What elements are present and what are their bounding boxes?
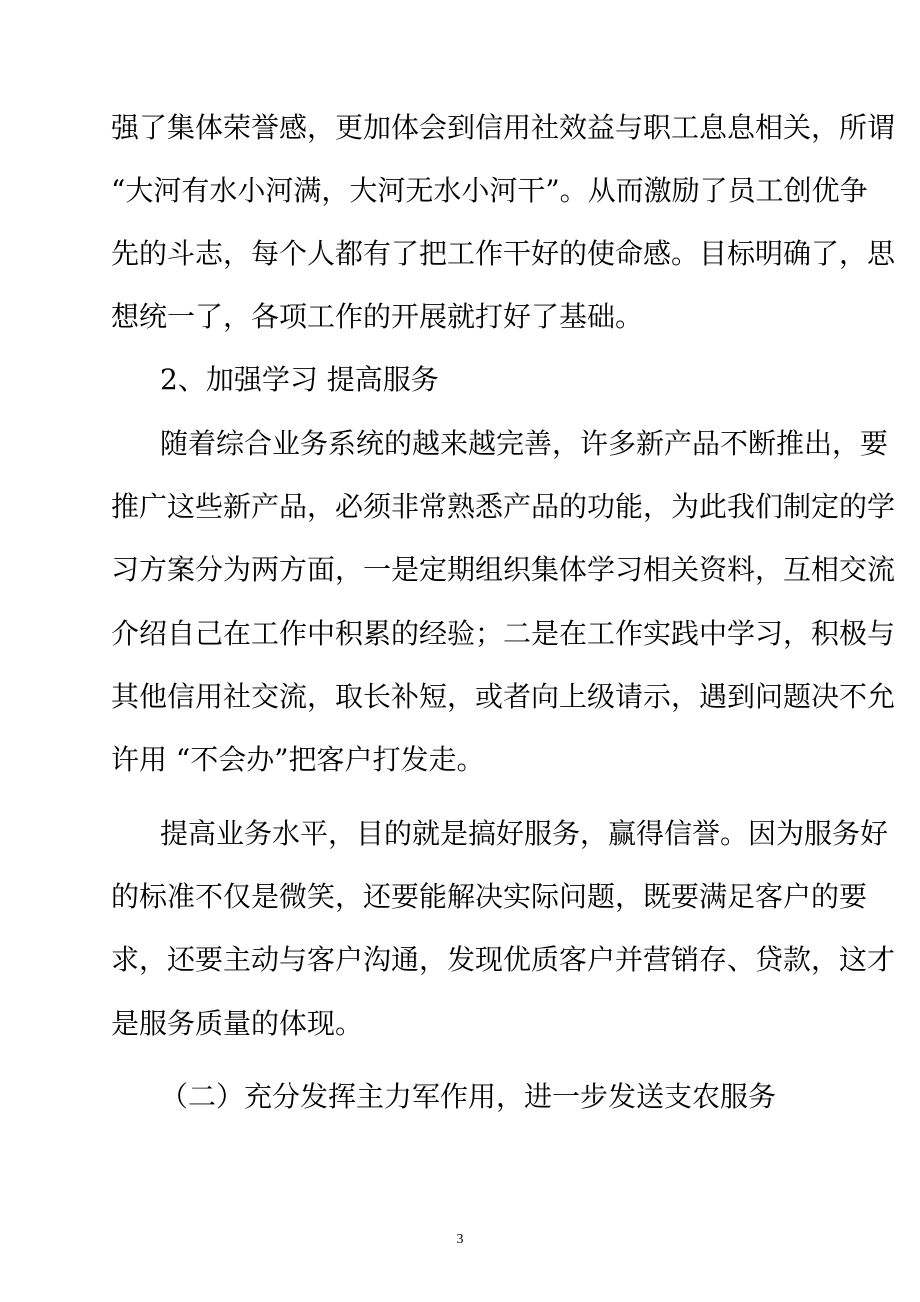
paragraph-line: 强了集体荣誉感，更加体会到信用社效益与职工息息相关，所谓 [111,111,896,144]
paragraph-line: 推广这些新产品，必须非常熟悉产品的功能，为此我们制定的学 [111,490,896,523]
section-heading: （二）充分发挥主力军作用，进一步发送支农服务 [160,1080,777,1113]
paragraph-line: 的标准不仅是微笑，还要能解决实际问题，既要满足客户的要 [111,880,868,913]
paragraph-line: 介绍自己在工作中积累的经验；二是在工作实践中学习，积极与 [111,617,896,650]
section-heading: 2、加强学习 提高服务 [160,363,439,396]
paragraph-line: 是服务质量的体现。 [111,1007,364,1040]
paragraph-line: “大河有水小河满，大河无水小河干”。从而激励了员工创优争 [111,174,868,207]
paragraph-line: 随着综合业务系统的越来越完善，许多新产品不断推出，要 [160,427,889,460]
paragraph-line: 想统一了，各项工作的开展就打好了基础。 [111,300,644,333]
page-number: 3 [456,1232,464,1247]
paragraph-line: 先的斗志，每个人都有了把工作干好的使命感。目标明确了，思 [111,237,896,270]
paragraph-line: 提高业务水平，目的就是搞好服务，赢得信誉。因为服务好 [160,817,889,850]
paragraph-line: 其他信用社交流，取长补短，或者向上级请示，遇到问题决不允 [111,680,896,713]
paragraph-line: 习方案分为两方面，一是定期组织集体学习相关资料，互相交流 [111,553,896,586]
paragraph-line: 求，还要主动与客户沟通，发现优质客户并营销存、贷款，这才 [111,943,896,976]
paragraph-line: 许用 “不会办”把客户打发走。 [111,743,485,776]
